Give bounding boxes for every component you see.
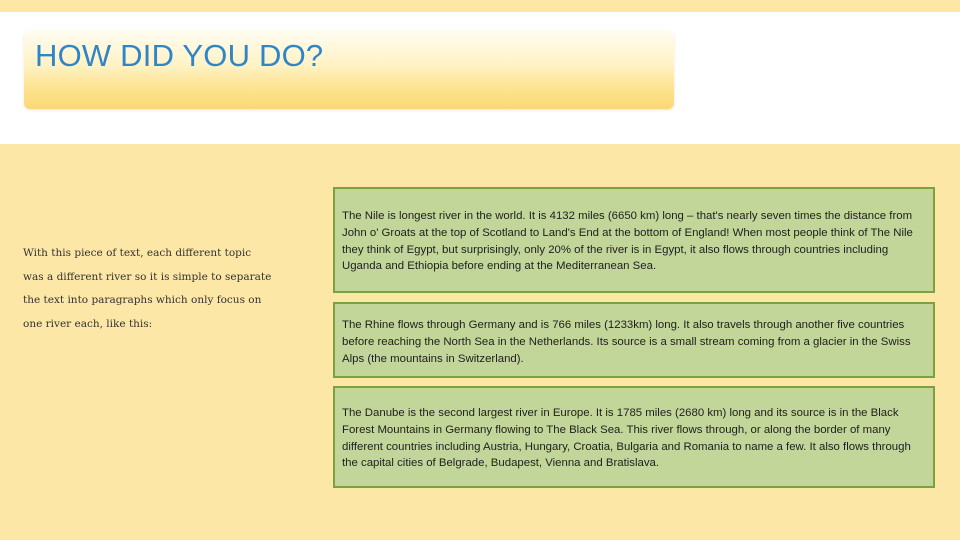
rhine-paragraph: The Rhine flows through Germany and is 766 miles (1233km) long. It also travels through another five countries before reaching the North Sea in the Netherlands. Its source is a small stream coming from a glacier in the Swiss Alps (the mountains in Switzerland).	[342, 319, 911, 365]
rhine-paragraph-box	[333, 302, 935, 378]
top-accent-band	[0, 0, 960, 12]
danube-paragraph: The Danube is the second largest river in Europe. It is 1785 miles (2680 km) long and its source is in the Black Forest Mountains in Germany flowing to The Black Sea. This river flows through, or along the border of many different countries including Austria, Hungary, Croatia, Bulgaria and Romania to name a few. It also flows through the capital cities of Belgrade, Budapest, Vienna and Bratislava.	[342, 407, 911, 470]
danube-paragraph-box	[333, 386, 935, 488]
intro-paragraph: With this piece of text, each different topic was a different river so it is simple to separate the text into paragraphs which only focus on one river each, like this:	[23, 247, 272, 330]
title-banner	[24, 30, 674, 109]
nile-paragraph: The Nile is longest river in the world. It is 4132 miles (6650 km) long – that's nearly seven times the distance from John o' Groats at the top of Scotland to Land's End at the bottom of England! When most people think of The Nile they think of Egypt, but surprisingly, only 20% of the river is in Egypt, it also flows through countries including Uganda and Ethiopia before ending at the Mediterranean Sea.	[342, 210, 913, 273]
slide-title: HOW DID YOU DO?	[35, 38, 324, 73]
nile-paragraph-box	[333, 187, 935, 293]
